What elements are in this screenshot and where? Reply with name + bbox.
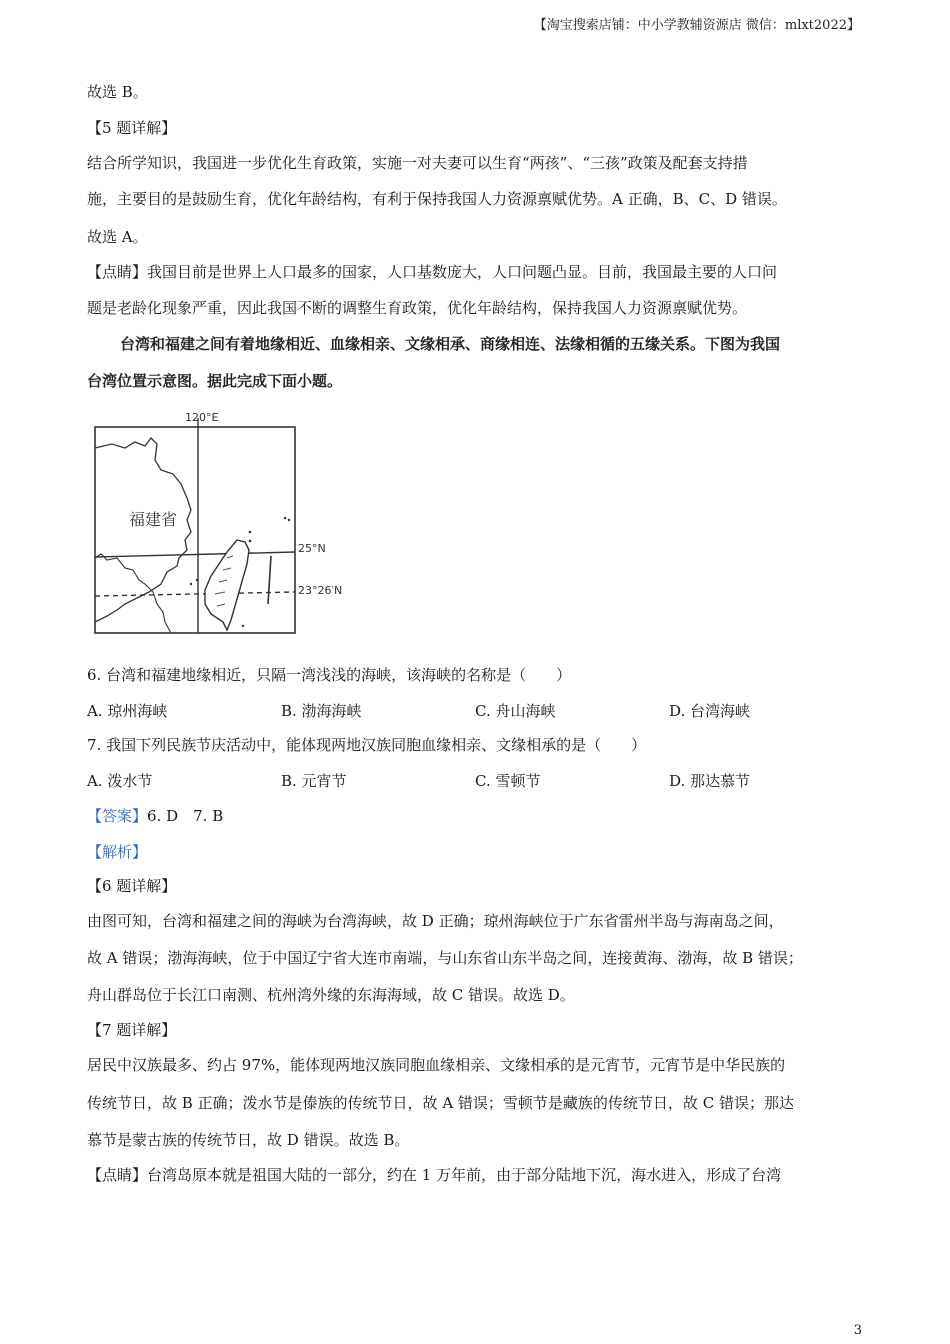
- section-heading: 【7 题详解】: [87, 1021, 177, 1039]
- map-frame: [95, 427, 295, 633]
- lat-tropic-label: 23°26′N: [298, 584, 343, 597]
- island-dot: [196, 579, 198, 581]
- q7-option-b: B. 元宵节: [281, 772, 347, 790]
- island-dot: [242, 625, 244, 627]
- analysis-label: 【解析】: [87, 843, 148, 861]
- q6-option-b: B. 渤海海峡: [281, 702, 362, 720]
- q6-option-c: C. 舟山海峡: [475, 702, 556, 720]
- text-line: 故选 B。: [87, 83, 148, 101]
- passage-line: 台湾位置示意图。据此完成下面小题。: [87, 372, 343, 390]
- island-dot: [190, 583, 192, 585]
- passage-line: 台湾和福建之间有着地缘相近、血缘相亲、文缘相承、商缘相连、法缘相循的五缘关系。下图为我国: [120, 335, 781, 353]
- answer-text: 6. D 7. B: [147, 807, 224, 825]
- page-number: 3: [853, 1323, 862, 1338]
- lat-25-label: 25°N: [298, 542, 326, 555]
- lat-25-line: [95, 552, 295, 557]
- province-boundary: [95, 554, 171, 633]
- text-line: 施，主要目的是鼓励生育，优化年龄结构，有利于保持我国人力资源禀赋优势。A 正确，B、C、D 错误。: [87, 190, 787, 208]
- province-label: 福建省: [129, 510, 178, 529]
- coast-line-marker: [268, 556, 271, 604]
- answer-label: 【答案】: [87, 807, 148, 825]
- section-heading: 【6 题详解】: [87, 877, 177, 895]
- q6-option-d: D. 台湾海峡: [669, 702, 751, 720]
- text-line: 结合所学知识，我国进一步优化生育政策，实施一对夫妻可以生育“两孩”、“三孩”政策及配套支持措: [87, 154, 748, 172]
- text-line: 传统节日，故 B 正确；泼水节是傣族的传统节日，故 A 错误；雪顿节是藏族的传统节日，故 C 错误；那达: [87, 1094, 794, 1112]
- text-line: 故选 A。: [87, 228, 148, 246]
- question-6: 6. 台湾和福建地缘相近，只隔一湾浅浅的海峡，该海峡的名称是（ ）: [87, 666, 572, 684]
- text-line: 慕节是蒙古族的传统节日，故 D 错误。故选 B。: [87, 1131, 410, 1149]
- island-dot: [249, 540, 252, 543]
- q6-option-a: A. 琼州海峡: [87, 702, 168, 720]
- question-7: 7. 我国下列民族节庆活动中，能体现两地汉族同胞血缘相亲、文缘相承的是（ ）: [87, 736, 647, 754]
- text-line: 【点睛】台湾岛原本就是祖国大陆的一部分，约在 1 万年前，由于部分陆地下沉，海水进入，形成了台湾: [87, 1166, 782, 1184]
- island-dot: [249, 531, 252, 534]
- page-header: 【淘宝搜索店铺：中小学教辅资源店 微信：mlxt2022】: [533, 18, 860, 33]
- island-dot: [288, 519, 290, 521]
- text-line: 由图可知，台湾和福建之间的海峡为台湾海峡，故 D 正确；琼州海峡位于广东省雷州半岛与海南岛之间，: [87, 912, 784, 930]
- lon-label: 120°E: [185, 411, 219, 424]
- tropic-line: [95, 592, 295, 596]
- text-line: 【点睛】我国目前是世界上人口最多的国家，人口基数庞大，人口问题凸显。目前，我国最主要的人口问: [87, 263, 778, 281]
- text-line: 题是老龄化现象严重，因此我国不断的调整生育政策，优化年龄结构，保持我国人力资源禀赋优势。: [87, 299, 748, 317]
- section-heading: 【5 题详解】: [87, 119, 177, 137]
- text-line: 居民中汉族最多、约占 97%，能体现两地汉族同胞血缘相亲、文缘相承的是元宵节，元宵节是中华民族的: [87, 1056, 786, 1074]
- text-line: 故 A 错误；渤海海峡，位于中国辽宁省大连市南端，与山东省山东半岛之间，连接黄海、渤海，故 B 错误；: [87, 949, 803, 967]
- q7-option-a: A. 泼水节: [87, 772, 153, 790]
- answer-line: [87, 806, 223, 826]
- taiwan-location-map: [87, 408, 352, 638]
- q7-option-d: D. 那达慕节: [669, 772, 751, 790]
- text-line: 舟山群岛位于长江口南测、杭州湾外缘的东海海域，故 C 错误。故选 D。: [87, 986, 575, 1004]
- q7-option-c: C. 雪顿节: [475, 772, 541, 790]
- island-dot: [284, 517, 286, 519]
